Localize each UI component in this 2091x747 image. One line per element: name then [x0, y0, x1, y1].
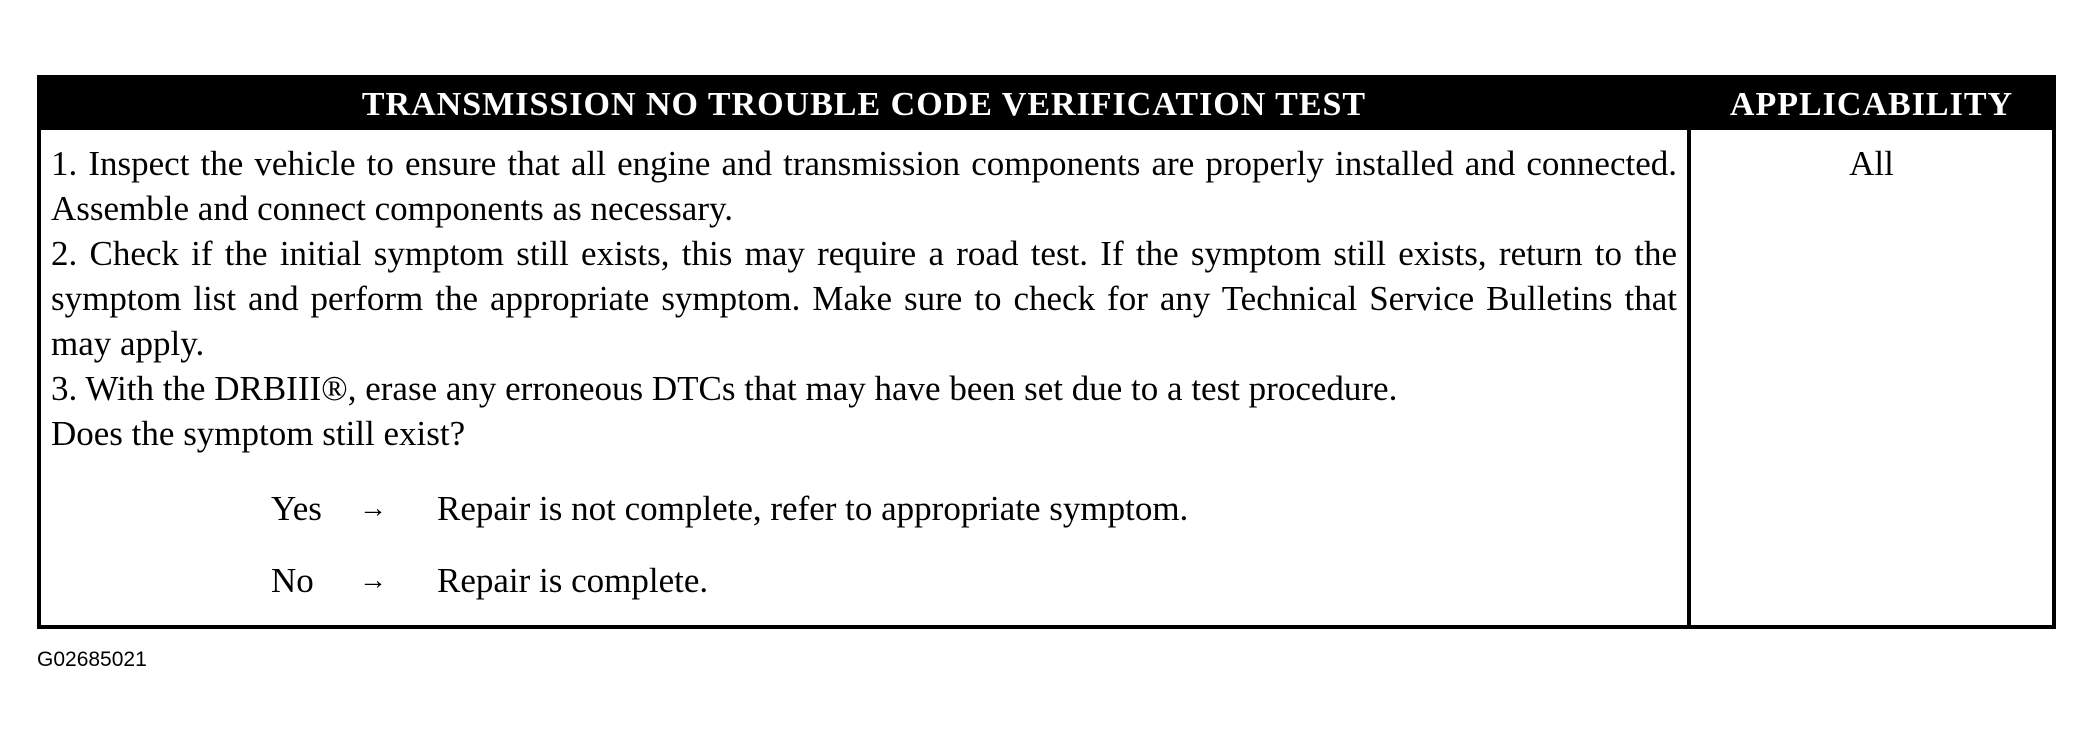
right-arrow-icon: → — [359, 564, 387, 596]
answer-outcome: Repair is not complete, refer to appropriate symptom. — [437, 488, 1189, 528]
verification-test-table — [37, 75, 2056, 629]
answers — [271, 472, 1677, 616]
answer-no — [271, 544, 1677, 616]
table-header — [41, 79, 2052, 130]
answer-yes — [271, 472, 1677, 544]
right-arrow-icon: → — [359, 492, 387, 524]
step-2: 2. Check if the initial symptom still exists, this may require a road test. If the symptom still exists, return to the symptom list and perform the appropriate symptom. Make sure to check for any Technical Service Bulletins that may apply. — [51, 234, 1677, 363]
answer-label: No — [271, 560, 314, 600]
procedure-cell — [51, 141, 1677, 616]
figure-id: G02685021 — [37, 648, 147, 671]
answer-outcome: Repair is complete. — [437, 560, 709, 600]
question: Does the symptom still exist? — [51, 414, 466, 453]
step-3: 3. With the DRBIII®, erase any erroneous DTCs that may have been set due to a test procedure. — [51, 369, 1398, 408]
table-title: TRANSMISSION NO TROUBLE CODE VERIFICATION TEST — [361, 86, 1367, 123]
step-1: 1. Inspect the vehicle to ensure that all engine and transmission components are properly installed and connected. Assemble and connect components as necessary. — [51, 144, 1677, 228]
column-divider — [1687, 130, 1691, 625]
applicability-header: APPLICABILITY — [1729, 86, 2014, 123]
answer-label: Yes — [271, 488, 322, 528]
applicability-value: All — [1849, 144, 1894, 183]
